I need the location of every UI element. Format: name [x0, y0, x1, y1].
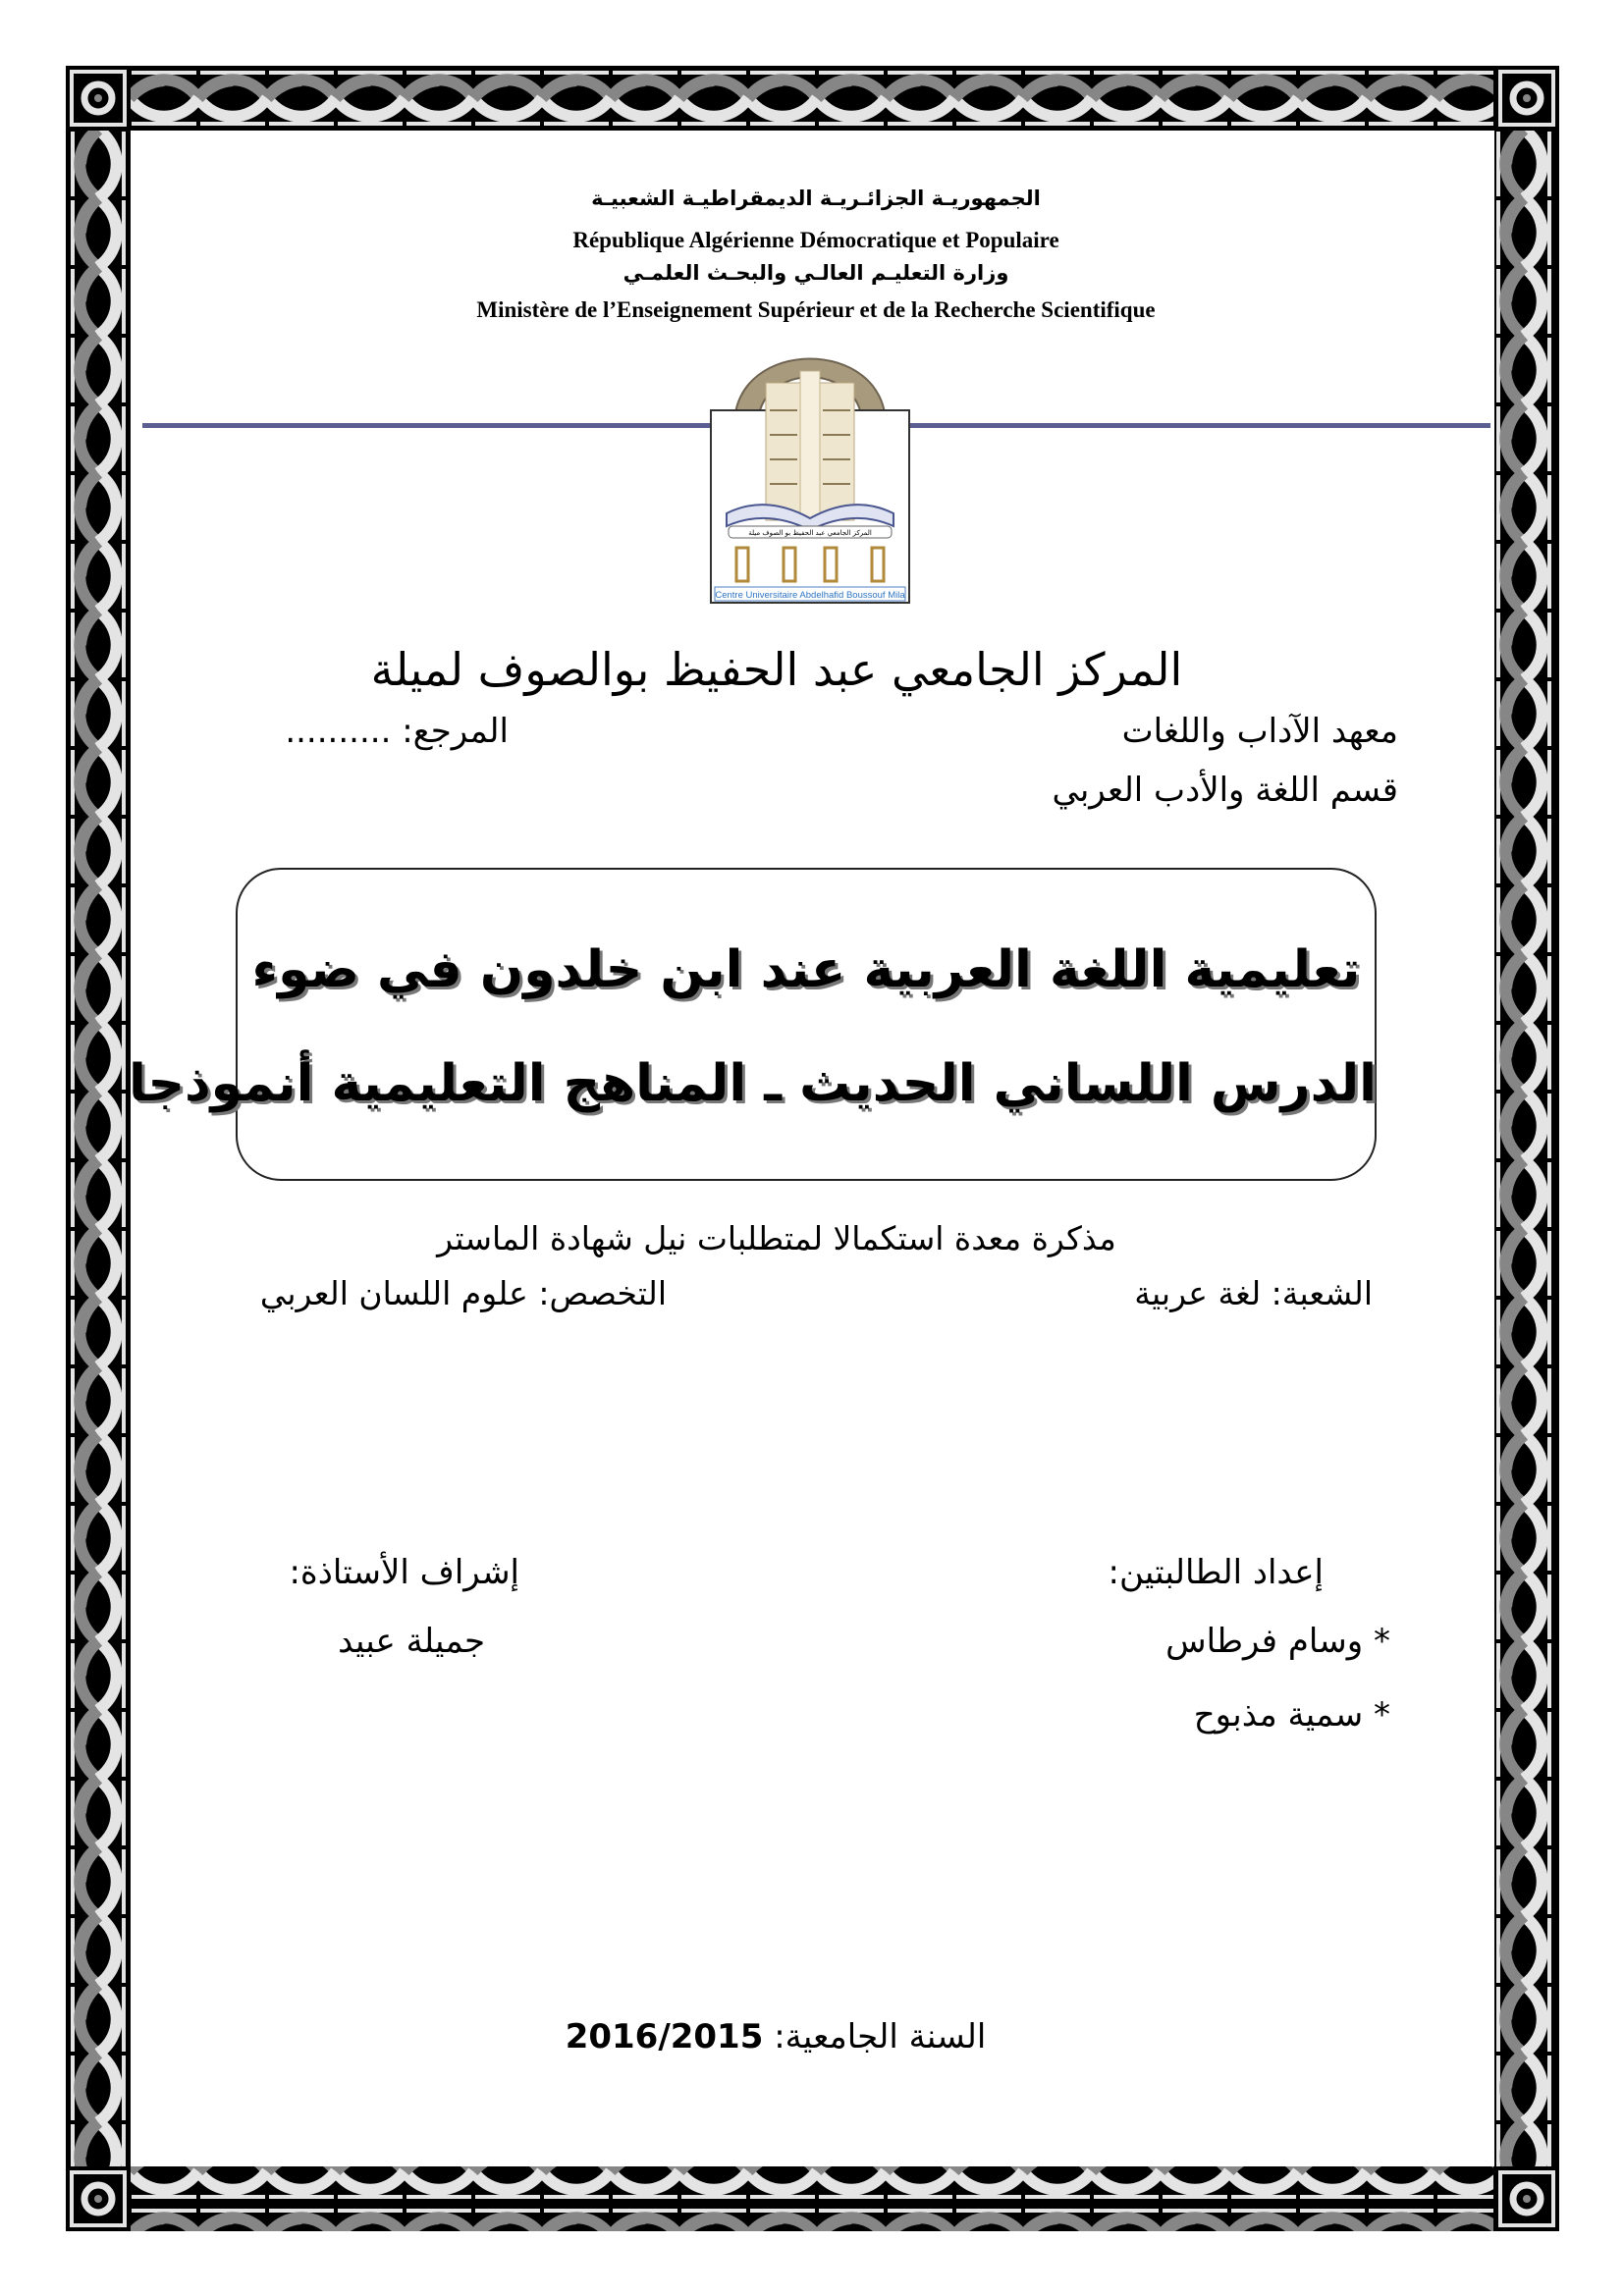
institute-name: معهد الآداب واللغات: [1121, 712, 1398, 751]
university-logo: [707, 312, 913, 607]
branch: الشعبة: لغة عربية: [1134, 1274, 1373, 1312]
supervisor-name: جميلة عبيد: [338, 1622, 485, 1661]
thesis-title-line-1: تعليمية اللغة العربية عند ابن خلدون في ضوء: [251, 940, 1361, 999]
supervisor-label: إشراف الأستاذة:: [289, 1553, 519, 1592]
thesis-title-box: [128, 868, 1377, 1181]
svg-text:Centre Universitaire Abdelhafi: Centre Universitaire Abdelhafid Boussouf Mila: [715, 590, 905, 601]
thesis-title-line-2: الدرس اللساني الحديث ـ المناهج التعليمية أنموذجا: [128, 1054, 1377, 1113]
department-name: قسم اللغة والأدب العربي: [1052, 771, 1398, 810]
ministry-arabic: وزارة التعليـم العالـي والبحـث العلمـي: [623, 261, 1009, 285]
student-name: * سمية مذبوح: [1193, 1695, 1390, 1735]
academic-year-label: السنة الجامعية:: [774, 2017, 987, 2056]
academic-year: [550, 2017, 1001, 2056]
students-label: إعداد الطالبتين:: [1108, 1553, 1324, 1592]
republic-french: République Algérienne Démocratique et Populaire: [572, 228, 1059, 252]
republic-arabic: الجمهوريـة الجزائـريـة الديمقراطيـة الشعبيـة: [591, 187, 1041, 210]
reference-number: المرجع: ..........: [285, 712, 509, 751]
university-name: المركز الجامعي عبد الحفيظ بوالصوف لميلة: [370, 643, 1183, 696]
svg-text:المركز الجامعي عبد الحفيظ بو ا: المركز الجامعي عبد الحفيظ بو الصوف ميلة: [748, 529, 872, 537]
specialty: التخصص: علوم اللسان العربي: [259, 1274, 667, 1312]
ministry-french: Ministère de l’Enseignement Supérieur et de la Recherche Scientifique: [476, 297, 1156, 322]
thesis-purpose: مذكرة معدة استكمالا لمتطلبات نيل شهادة الماستر: [437, 1219, 1116, 1257]
student-name: * وسام فرطاس: [1165, 1622, 1390, 1661]
academic-year-value: 2016/2015: [565, 2017, 764, 2056]
